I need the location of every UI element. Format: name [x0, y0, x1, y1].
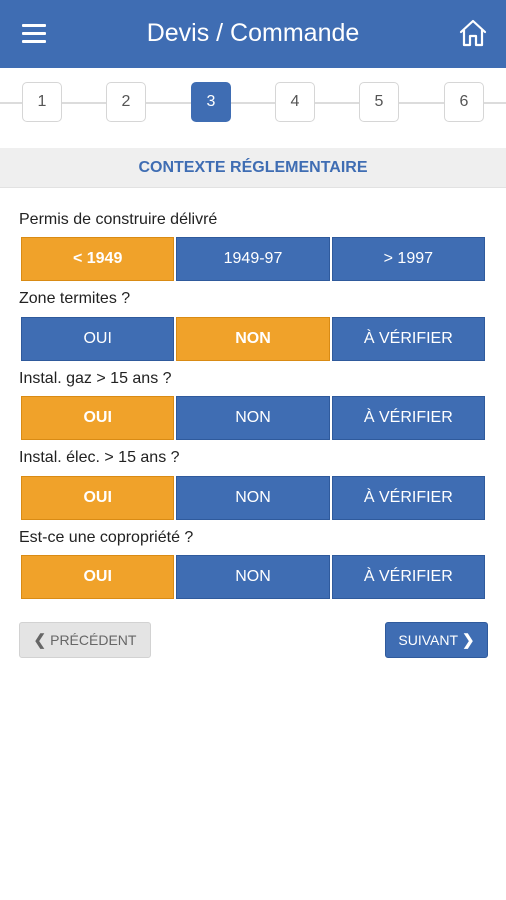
previous-button[interactable]: [19, 622, 151, 658]
option-group-permis: [21, 237, 485, 281]
option-before-1949[interactable]: < 1949: [21, 237, 174, 281]
stepper-line: [0, 102, 506, 104]
option-group-copropriete: [21, 555, 485, 599]
previous-button-label: PRÉCÉDENT: [50, 632, 137, 648]
next-button[interactable]: [385, 622, 488, 658]
option-termites-non[interactable]: NON: [176, 317, 329, 361]
option-after-1997[interactable]: > 1997: [332, 237, 485, 281]
option-termites-verifier[interactable]: À VÉRIFIER: [332, 317, 485, 361]
option-group-termites: [21, 317, 485, 361]
question-label-gaz: Instal. gaz > 15 ans ?: [19, 370, 172, 387]
option-group-elec: [21, 476, 485, 520]
option-elec-verifier[interactable]: À VÉRIFIER: [332, 476, 485, 520]
step-4[interactable]: 4: [275, 82, 315, 122]
option-elec-non[interactable]: NON: [176, 476, 329, 520]
question-label-elec: Instal. élec. > 15 ans ?: [19, 449, 180, 466]
step-1[interactable]: 1: [22, 82, 62, 122]
step-2[interactable]: 2: [106, 82, 146, 122]
home-icon[interactable]: [458, 18, 488, 48]
option-copropriete-non[interactable]: NON: [176, 555, 329, 599]
option-termites-oui[interactable]: OUI: [21, 317, 174, 361]
option-gaz-oui[interactable]: OUI: [21, 396, 174, 440]
question-label-copropriete: Est-ce une copropriété ?: [19, 529, 194, 546]
option-copropriete-oui[interactable]: OUI: [21, 555, 174, 599]
step-6[interactable]: 6: [444, 82, 484, 122]
option-group-gaz: [21, 396, 485, 440]
next-button-label: SUIVANT: [398, 632, 459, 648]
app-bar: [0, 0, 506, 68]
option-gaz-verifier[interactable]: À VÉRIFIER: [332, 396, 485, 440]
section-title: CONTEXTE RÉGLEMENTAIRE: [0, 148, 506, 188]
step-5[interactable]: 5: [359, 82, 399, 122]
app-title: Devis / Commande: [146, 19, 360, 47]
chevron-left-icon: ❮: [33, 632, 47, 649]
chevron-right-icon: ❯: [462, 632, 475, 649]
option-copropriete-verifier[interactable]: À VÉRIFIER: [332, 555, 485, 599]
step-3[interactable]: 3: [191, 82, 231, 122]
option-gaz-non[interactable]: NON: [176, 396, 329, 440]
question-label-termites: Zone termites ?: [19, 290, 131, 307]
option-1949-97[interactable]: 1949-97: [176, 237, 329, 281]
question-label-permis: Permis de construire délivré: [19, 211, 218, 228]
stepper: [0, 68, 506, 134]
option-elec-oui[interactable]: OUI: [21, 476, 174, 520]
